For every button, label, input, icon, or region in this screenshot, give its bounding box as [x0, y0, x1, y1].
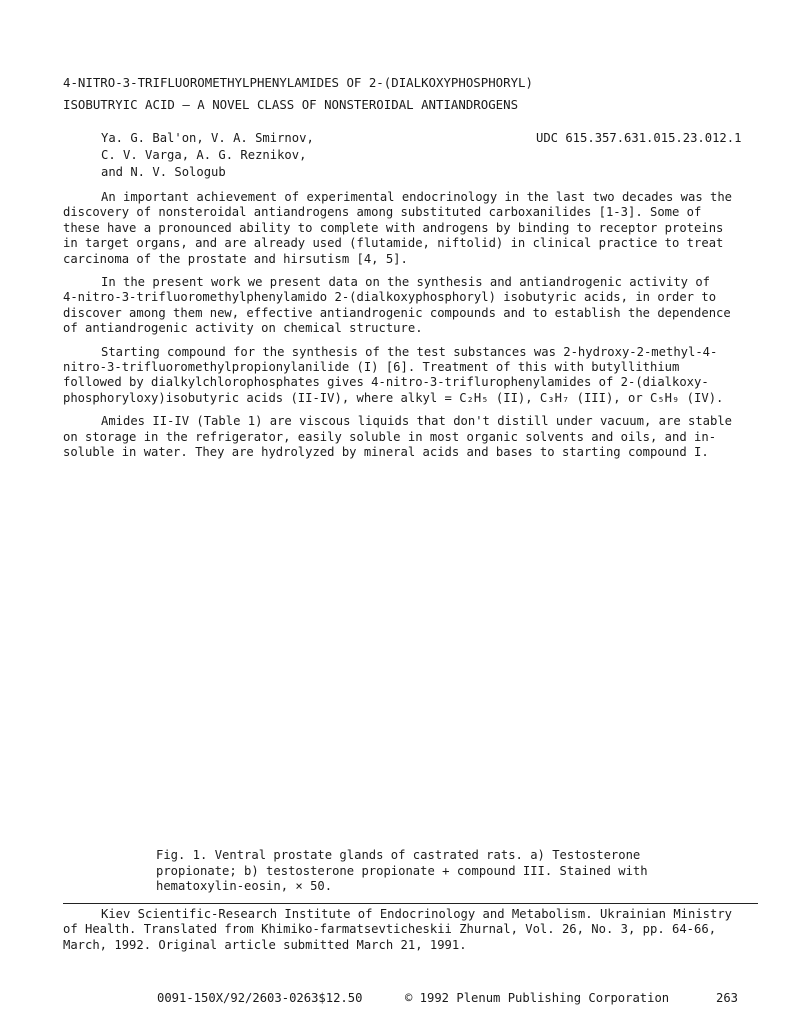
text-line: on storage in the refrigerator, easily soluble in most organic solvents and oils, and in- — [63, 429, 717, 444]
paragraph — [63, 190, 743, 267]
text-line: in target organs, and are already used (flutamide, niftolid) in clinical practice to treat — [63, 236, 724, 251]
figure-caption — [156, 848, 648, 895]
paragraph — [63, 345, 743, 407]
text-line: discover among them new, effective antiandrogenic compounds and to establish the dependence — [63, 305, 731, 320]
caption-line: propionate; b) testosterone propionate + compound III. Stained with — [156, 863, 648, 878]
text-line: carcinoma of the prostate and hirsutism [4, 5]. — [63, 251, 408, 266]
text-line: of antiandrogenic activity on chemical structure. — [63, 321, 423, 336]
author-line: Ya. G. Bal'on, V. A. Smirnov, — [101, 131, 314, 145]
udc-code: UDC 615.357.631.015.23.012.1 — [536, 131, 742, 145]
title-line-2: ISOBUTRYIC ACID — A NOVEL CLASS OF NONSTEROIDAL ANTIANDROGENS — [63, 97, 519, 112]
copyright-notice: © 1992 Plenum Publishing Corporation — [405, 991, 670, 1005]
caption-line: Fig. 1. Ventral prostate glands of castrated rats. a) Testosterone — [156, 848, 641, 862]
text-line: nitro-3-trifluoromethylpropionylanilide (I) [6]. Treatment of this with butyllithium — [63, 360, 680, 375]
text-line: In the present work we present data on the synthesis and antiandrogenic activity of — [101, 275, 711, 290]
paragraph — [63, 414, 743, 460]
article-title — [63, 72, 743, 116]
text-line: these have a pronounced ability to complete with androgens by binding to receptor proteins — [63, 220, 724, 235]
article-body — [63, 190, 743, 469]
figure-placeholder — [63, 470, 743, 840]
title-line-1: 4-NITRO-3-TRIFLUOROMETHYLPHENYLAMIDES OF 2-(DIALKOXYPHOSPHORYL) — [63, 75, 533, 90]
affiliation-footnote — [63, 907, 732, 953]
text-line: Amides II-IV (Table 1) are viscous liquids that don't distill under vacuum, are stable — [101, 414, 733, 429]
text-line: 4-nitro-3-trifluoromethylphenylamido 2-(dialkoxyphosphoryl) isobutyric acids, in order to — [63, 290, 717, 305]
paragraph — [63, 275, 743, 337]
text-line: followed by dialkylchlorophosphates gives 4-nitro-3-triflurophenylamides of 2-(dialkoxy- — [63, 375, 709, 390]
page-footer — [0, 991, 796, 1007]
footnote-line: March, 1992. Original article submitted March 21, 1991. — [63, 937, 467, 952]
text-line: soluble in water. They are hydrolyzed by mineral acids and bases to starting compound I. — [63, 445, 709, 460]
author-list — [101, 130, 314, 181]
text-line: Starting compound for the synthesis of the test substances was 2-hydroxy-2-methyl-4- — [101, 344, 718, 359]
caption-line: hematoxylin-eosin, × 50. — [156, 879, 333, 894]
text-line: An important achievement of experimental endocrinology in the last two decades was the — [101, 190, 733, 204]
issn-code: 0091-150X/92/2603-0263$12.50 — [157, 991, 363, 1005]
footnote-line: of Health. Translated from Khimiko-farmatsevticheskii Zhurnal, Vol. 26, No. 3, pp. 64-66, — [63, 922, 717, 937]
author-line: C. V. Varga, A. G. Reznikov, — [101, 148, 307, 162]
text-line: discovery of nonsteroidal antiandrogens among substituted carboxanilides [1-3]. Some of — [63, 205, 702, 220]
page-number: 263 — [716, 991, 739, 1005]
footnote-line: Kiev Scientific-Research Institute of Endocrinology and Metabolism. Ukrainian Ministry — [101, 907, 733, 921]
author-line: and N. V. Sologub — [101, 165, 226, 179]
footnote-divider — [63, 903, 758, 904]
text-line: phosphoryloxy)isobutyric acids (II-IV), where alkyl = C₂H₅ (II), C₃H₇ (III), or C₅H₉ (IV). — [63, 390, 724, 405]
